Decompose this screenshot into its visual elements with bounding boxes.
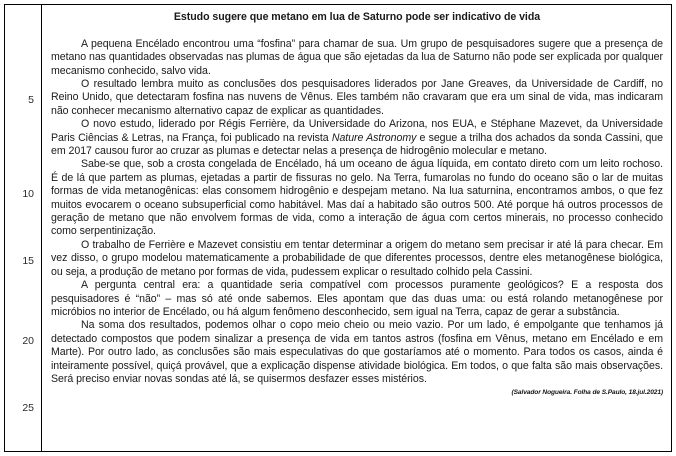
line-number-gutter [5,5,42,451]
paragraph-1: A pequena Encélado encontrou uma “fosfina” para chamar de sua. Um grupo de pesquisadores sugere que a presença de metano nas quantidades observadas nas plumas de água que são ejetadas da lua de Saturno não pode ser explicada por qualquer mecanismo conhecido, salvo vida. [51,37,663,77]
line-number-20: 20 [22,335,34,347]
paragraph-3 [51,118,663,158]
line-number-25: 25 [22,402,34,414]
paragraph-3-text-after-journal: e segue a trilha dos achados da sonda Cassini, que em 2017 causou furor ao cruzar as plumas e detectar nelas a presença de hidrogênio molecular e metano. [51,131,663,158]
paragraph-3-text-before-journal: O novo estudo, liderado por Régis Ferrière, da Universidade do Arizona, nos EUA, e Stéphane Mazevet, da Universidade Paris Ciências & Letras, na França, foi publicado na revista [51,118,663,144]
paragraph-6: A pergunta central era: a quantidade seria compatível com processos puramente geológicos? E a resposta dos pesquisadores é “não” – mas só até onde sabemos. Eles apontam que das duas uma: ou está rolando metanogênese por micróbios no interior de Encélado, ou há algum fenômeno desconhecido, sem igual na Terra, capaz de gerar a substância. [51,279,663,318]
text-column [42,5,671,451]
line-number-15: 15 [22,255,34,267]
paragraph-4: Sabe-se que, sob a crosta congelada de Encélado, há um oceano de água líquida, em contato direto com um leito rochoso. É de lá que partem as plumas, ejetadas a partir de fissuras no gelo. Na Terra, fumarolas no fundo do oceano são o lar de muitas formas de vida metanogênicas: elas consomem hidrogênio e despejam metano. Na lua saturnina, encontramos ambos, o que fez muitos evocarem o oceano subsuperficial como habitável. Mas daí a habitado são outros 500. Até porque há outros processos de geração de metano que não envolvem formas de vida, como a interação de água com certos minerais, no processo conhecido como serpentinização. [51,158,663,238]
line-number-10: 10 [22,188,34,200]
paragraph-7: Na soma dos resultados, podemos olhar o copo meio cheio ou meio vazio. Por um lado, é empolgante que tenhamos já detectado compostos que podem sinalizar a presença de vida em tantos astros (fosfina em Vênus, metano em Encélado e em Marte). Por outro lado, as conclusões são mais especulativas do que gostaríamos até o momento. Para todos os casos, ainda é inteiramente possível, quiçá provável, que a explicação dispense atividade biológica. Em todos, o que falta são mais observações. Será preciso enviar novas sondas até lá, se quisermos desfazer esses mistérios. [51,319,663,385]
source-attribution: (Salvador Nogueira. Folha de S.Paulo, 18.jul.2021) [511,389,663,397]
paragraph-5: O trabalho de Ferrière e Mazevet consistiu em tentar determinar a origem do metano sem precisar ir até lá para checar. Em vez disso, o grupo modelou matematicamente a probabilidade de que diferentes processos, dentre eles metanogênese biológica, ou seja, a produção de metano por formas de vida, pudessem explicar o resultado colhido pela Cassini. [51,238,663,278]
line-number-5: 5 [28,94,34,106]
passage-frame [4,4,672,452]
article-title: Estudo sugere que metano em lua de Saturno pode ser indicativo de vida [173,11,541,23]
journal-name: Nature Astronomy [331,131,417,144]
paragraph-2: O resultado lembra muito as conclusões dos pesquisadores liderados por Jane Greaves, da Universidade de Cardiff, no Reino Unido, que detectaram fosfina nas nuvens de Vênus. Eles também não cravaram que era um sinal de vida, mas indicaram não conhecer mecanismo alternativo capaz de explicar as quantidades. [51,78,663,117]
article-body [51,38,663,398]
